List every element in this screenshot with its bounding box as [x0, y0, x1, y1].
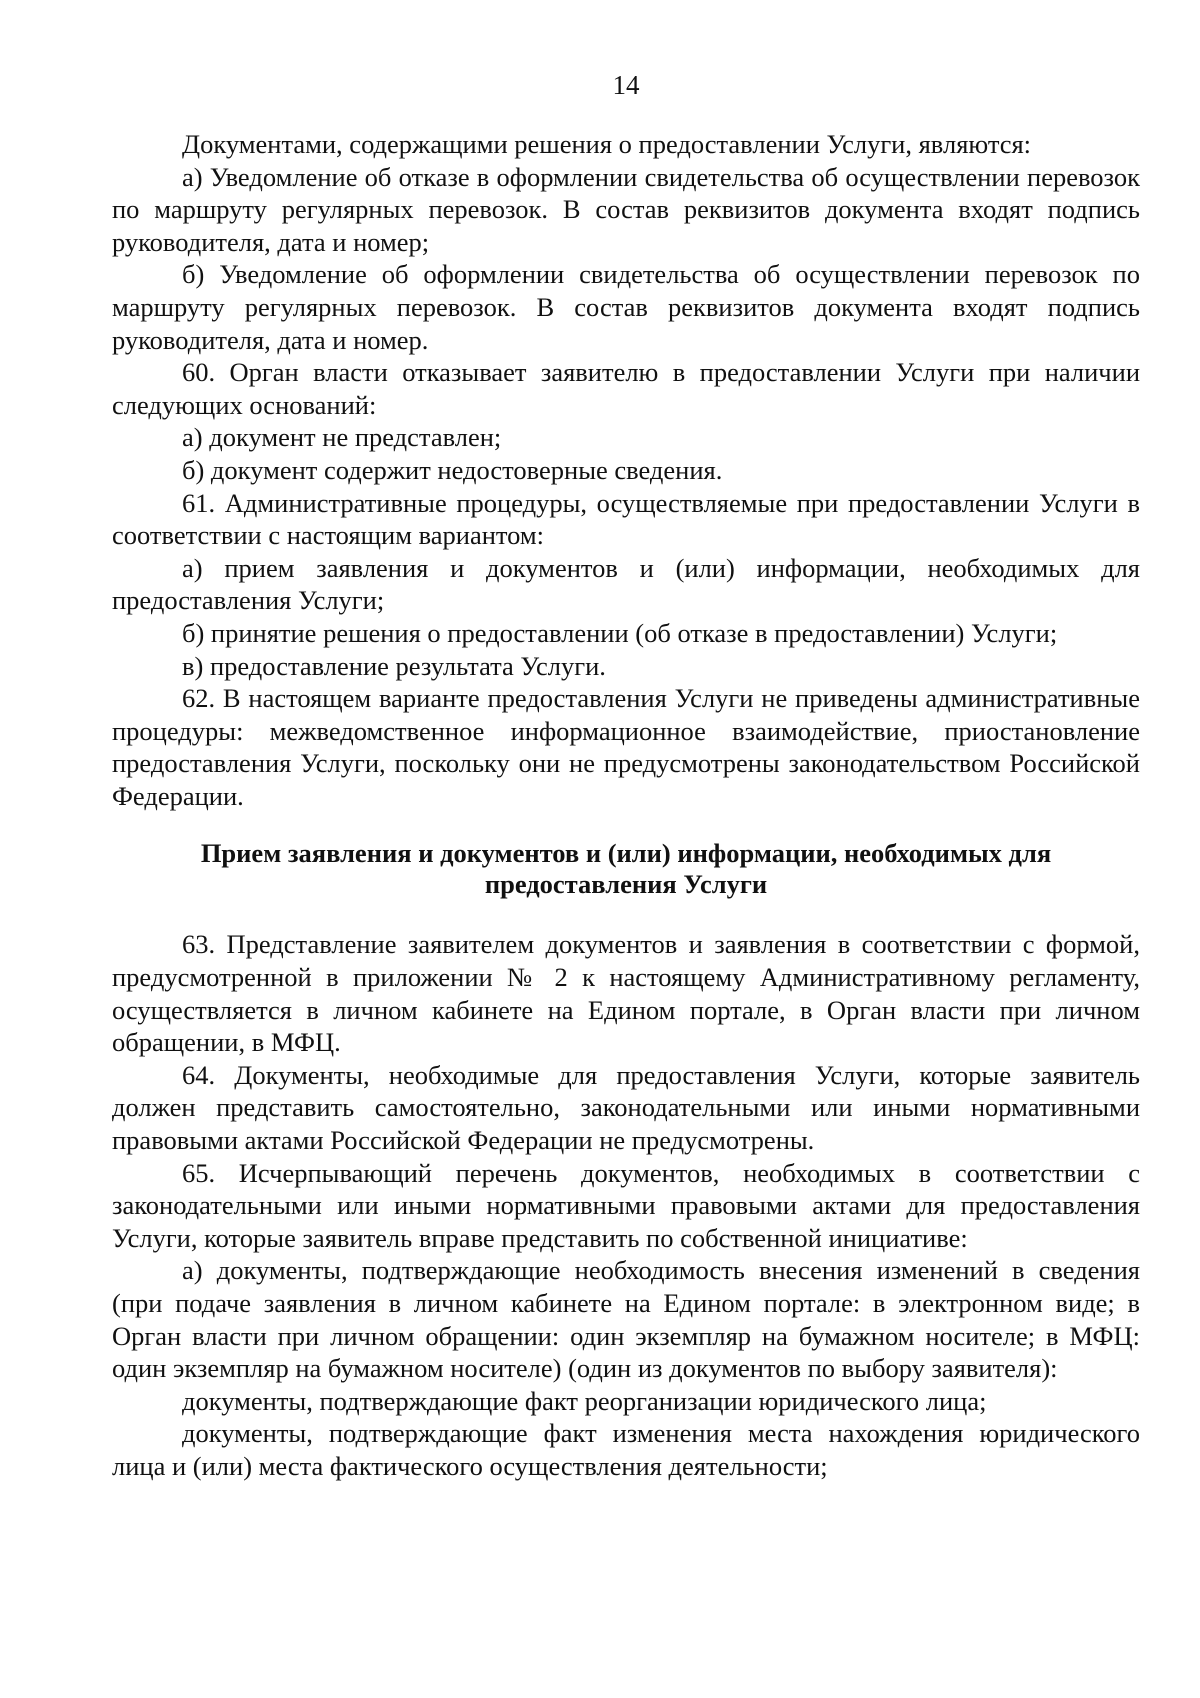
- paragraph-61-b: б) принятие решения о предоставлении (об отказе в предоставлении) Услуги;: [182, 617, 1058, 648]
- paragraph-64: 64. Документы, необходимые для предоставления Услуги, которые заявитель должен представить самостоятельно, законодательными или иными нормативными правовыми актами Российской Федерации не предусмотрены.: [112, 1059, 1140, 1156]
- paragraph-61-c: в) предоставление результата Услуги.: [182, 650, 606, 681]
- paragraph-63: 63. Представление заявителем документов и заявления в соответствии с формой, предусмотренной в приложении № 2 к настоящему Административному регламенту, осуществляется в личном кабинете на Едином портале, в Орган власти при личном обращении, в МФЦ.: [112, 929, 1140, 1058]
- paragraph-60: 60. Орган власти отказывает заявителю в предоставлении Услуги при наличии следующих оснований:: [112, 357, 1140, 420]
- paragraph-61-a: а) прием заявления и документов и (или) информации, необходимых для предоставления Услуги;: [112, 552, 1140, 616]
- paragraph-decisions-intro: Документами, содержащими решения о предоставлении Услуги, являются:: [182, 129, 1032, 159]
- paragraph-60-b: б) документ содержит недостоверные сведения.: [182, 454, 723, 485]
- paragraph-decisions-a: а) Уведомление об отказе в оформлении свидетельства об осуществлении перевозок по маршруту регулярных перевозок. В состав реквизитов документа входят подпись руководителя, дата и номер;: [112, 161, 1140, 257]
- paragraph-65: 65. Исчерпывающий перечень документов, необходимых в соответствии с законодательными или иными нормативными правовыми актами для предоставления Услуги, которые заявитель вправе представить по собственной инициативе:: [112, 1157, 1140, 1253]
- paragraph-decisions-b: б) Уведомление об оформлении свидетельства об осуществлении перевозок по маршруту регулярных перевозок. В состав реквизитов документа входят подпись руководителя, дата и номер.: [112, 259, 1140, 355]
- page-number: 14: [612, 70, 640, 100]
- document-body: [112, 128, 1140, 1483]
- paragraph-60-a: а) документ не представлен;: [182, 422, 502, 453]
- paragraph-61: 61. Административные процедуры, осуществляемые при предоставлении Услуги в соответствии с настоящим вариантом:: [112, 487, 1140, 551]
- section-heading-line-1: Прием заявления и документов и (или) информации, необходимых для: [200, 838, 1052, 869]
- paragraph-65-a: а) документы, подтверждающие необходимость внесения изменений в сведения (при подаче заявления в личном кабинете на Едином портале: в электронном виде; в Орган власти при личном обращении: один экземпляр на бумажном носителе; в МФЦ: один экземпляр на бумажном носителе) (один из документов по выбору заявителя):: [112, 1255, 1140, 1384]
- paragraph-62: 62. В настоящем варианте предоставления Услуги не приведены административные процедуры: межведомственное информационное взаимодействие, приостановление предоставления Услуги, поскольку они не предусмотрены законодательством Российской Федерации.: [112, 683, 1140, 811]
- paragraph-65-a-item-1: документы, подтверждающие факт реорганизации юридического лица;: [182, 1385, 987, 1416]
- section-heading: [112, 838, 1140, 900]
- paragraph-65-a-item-2: документы, подтверждающие факт изменения места нахождения юридического лица и (или) места фактического осуществления деятельности;: [112, 1418, 1140, 1481]
- section-heading-line-2: предоставления Услуги: [484, 869, 768, 900]
